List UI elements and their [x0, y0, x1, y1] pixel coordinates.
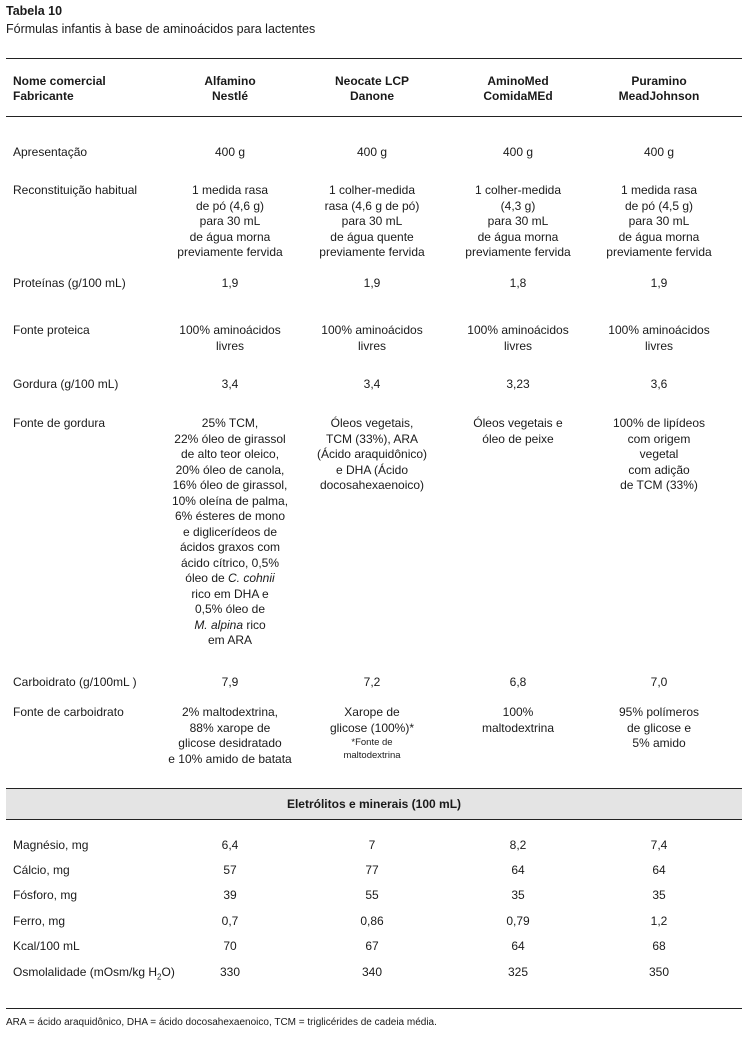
cell: 8,2 [509, 838, 527, 852]
cell-text-italic: C. cohnii [228, 571, 275, 585]
label-text: O) [161, 965, 175, 979]
cell [302, 183, 442, 261]
cell-line: 100% aminoácidos [467, 323, 569, 337]
row-label: Fósforo, mg [13, 888, 78, 902]
cell [589, 416, 729, 494]
cell-line: (4,3 g) [500, 198, 536, 213]
cell-line: glicose desidratado [178, 736, 282, 750]
cell: 1,9 [650, 276, 668, 290]
row-label [13, 965, 175, 981]
header-label-name: Nome comercial [13, 74, 106, 88]
cell-line: e diglicerídeos de [182, 524, 278, 539]
section-title: Eletrólitos e minerais (100 mL) [286, 797, 462, 811]
cell-line: Óleos vegetais e [473, 416, 563, 430]
row-label: Fonte de carboidrato [13, 705, 124, 719]
cell: 68 [652, 939, 666, 953]
cell-line: com origem [627, 431, 691, 446]
cell-line: livres [644, 338, 673, 353]
cell: 70 [223, 939, 237, 953]
cell-line: de água morna [477, 229, 559, 244]
cell: 330 [219, 965, 241, 979]
cell-line: 20% óleo de canola, [175, 462, 285, 477]
cell: 7,4 [650, 838, 668, 852]
header-col-alfamino [170, 74, 290, 104]
top-rule [6, 58, 742, 59]
cell: 325 [507, 965, 529, 979]
header-label-maker: Fabricante [13, 89, 74, 103]
cell-line: e 10% amido de batata [168, 751, 292, 766]
cell: 3,6 [650, 377, 668, 391]
section-band [6, 788, 742, 820]
cell-line: previamente fervida [319, 245, 425, 259]
cell [170, 323, 290, 354]
cell [165, 416, 295, 649]
cell-line: 1 medida rasa [620, 183, 698, 197]
cell-line: para 30 mL [487, 214, 549, 228]
header-col-puramino [589, 74, 729, 104]
header-rule [6, 116, 742, 117]
cell-line: de pó (4,6 g) [195, 198, 265, 213]
cell [170, 183, 290, 261]
header-col-maker: MeadJohnson [618, 89, 700, 103]
cell [448, 705, 588, 736]
cell: 1,2 [650, 914, 668, 928]
cell-line: 22% óleo de girassol [174, 431, 286, 446]
row-label: Gordura (g/100 mL) [13, 377, 119, 391]
cell-line: em ARA [207, 633, 252, 647]
row-label: Fonte proteica [13, 323, 90, 337]
cell: 3,4 [363, 377, 381, 391]
cell: 39 [223, 888, 237, 902]
cell-line: óleo de peixe [482, 431, 554, 446]
cell [302, 416, 442, 494]
cell-line: para 30 mL [341, 214, 403, 228]
cell-line: 100% de lipídeos [612, 416, 706, 430]
cell-line: 10% oleína de palma, [171, 493, 289, 508]
cell-line: 5% amido [632, 736, 686, 750]
cell: 6,4 [221, 838, 239, 852]
cell: 64 [511, 939, 525, 953]
cell: 400 g [214, 145, 246, 159]
cell [302, 323, 442, 354]
cell [302, 705, 442, 762]
cell-line: de pó (4,5 g) [624, 198, 694, 213]
cell [448, 183, 588, 261]
row-label: Cálcio, mg [13, 863, 70, 877]
table-footnote: ARA = ácido araquidônico, DHA = ácido docosahexaenoico, TCM = triglicérides de cadeia média. [6, 1017, 437, 1028]
cell: 400 g [502, 145, 534, 159]
cell-line: rasa (4,6 g de pó) [324, 198, 420, 213]
cell-line: 2% maltodextrina, [181, 705, 279, 719]
table-subtitle: Fórmulas infantis à base de aminoácidos para lactentes [6, 22, 316, 36]
cell: 35 [652, 888, 666, 902]
cell-line: vegetal [639, 447, 679, 461]
cell-line: de água quente [330, 229, 414, 244]
row-label: Fonte de gordura [13, 416, 106, 430]
cell [160, 705, 300, 767]
cell-line: com adição [628, 462, 690, 477]
cell-line: TCM (33%), ARA [325, 431, 418, 446]
cell-line: 100% aminoácidos [321, 323, 423, 337]
cell-text: rico [243, 617, 266, 632]
row-label: Ferro, mg [13, 914, 66, 928]
cell-line: previamente fervida [177, 245, 283, 259]
row-label: Kcal/100 mL [13, 939, 80, 953]
cell [589, 183, 729, 261]
cell-line: ácido cítrico, 0,5% [180, 555, 280, 570]
cell: 0,79 [506, 914, 530, 928]
cell-line: livres [215, 338, 244, 353]
cell: 3,4 [221, 377, 239, 391]
cell: 7,0 [650, 675, 668, 689]
cell-line: 1 colher-medida [474, 183, 562, 197]
cell-line: de água morna [618, 229, 700, 244]
header-col-maker: Nestlé [211, 89, 249, 103]
cell [589, 323, 729, 354]
cell-text: óleo de [185, 571, 228, 585]
row-label: Magnésio, mg [13, 838, 89, 852]
label-text: Osmolalidade (mOsm/kg H [13, 965, 158, 979]
cell-line: previamente fervida [606, 245, 712, 259]
header-col-aminomed [448, 74, 588, 104]
table-title: Tabela 10 [6, 4, 63, 18]
cell: 57 [223, 863, 237, 877]
cell-line: 1 medida rasa [191, 183, 269, 197]
label-subscript: 2 [157, 972, 162, 982]
cell-line: previamente fervida [465, 245, 571, 259]
cell: 1,9 [221, 276, 239, 290]
cell: 0,86 [360, 914, 384, 928]
cell: 64 [652, 863, 666, 877]
cell-line: (Ácido araquidônico) [316, 447, 428, 461]
cell [448, 416, 588, 447]
header-col-name: Puramino [631, 74, 687, 88]
cell-note: *Fonte de [351, 737, 393, 748]
row-label: Proteínas (g/100 mL) [13, 276, 126, 290]
header-col-name: AminoMed [487, 74, 549, 88]
cell: 3,23 [506, 377, 530, 391]
cell-line: 6% ésteres de mono [174, 509, 286, 523]
cell: 400 g [356, 145, 388, 159]
cell: 7 [368, 838, 376, 852]
row-label: Apresentação [13, 145, 88, 159]
cell-line: de alto teor oleico, [180, 447, 280, 461]
cell-line: 100% [502, 705, 534, 719]
header-col-neocate [302, 74, 442, 104]
cell: 400 g [643, 145, 675, 159]
cell-line: Xarope de [344, 705, 400, 719]
cell: 1,8 [509, 276, 527, 290]
cell-line: Óleos vegetais, [330, 416, 414, 430]
cell-line: 0,5% óleo de [194, 602, 266, 616]
cell-line: livres [503, 338, 532, 353]
cell-line: ácidos graxos com [179, 540, 281, 554]
cell: 340 [361, 965, 383, 979]
cell-line: 25% TCM, [201, 416, 259, 430]
header-col-name: Neocate LCP [334, 74, 410, 88]
cell: 77 [365, 863, 379, 877]
row-label: Carboidrato (g/100mL ) [13, 675, 137, 689]
cell: 64 [511, 863, 525, 877]
cell-line: 95% polímeros [618, 705, 700, 719]
bottom-rule [6, 1008, 742, 1009]
cell-line: glicose (100%)* [329, 720, 415, 735]
cell-note: maltodextrina [343, 750, 401, 761]
cell-text-italic: M. alpina [194, 617, 244, 632]
header-col-maker: Danone [349, 89, 394, 103]
cell-line: para 30 mL [628, 214, 690, 228]
cell-line: de glicose e [626, 720, 692, 735]
cell: 67 [365, 939, 379, 953]
cell [589, 705, 729, 752]
cell: 7,9 [221, 675, 239, 689]
cell-line: livres [357, 338, 386, 353]
cell-line [165, 571, 295, 587]
cell-line [165, 618, 295, 634]
cell-line: de água morna [189, 229, 271, 244]
cell: 0,7 [221, 914, 239, 928]
cell-line: 100% aminoácidos [179, 323, 281, 337]
cell-line: rico em DHA e [191, 586, 269, 601]
header-col-name: Alfamino [204, 74, 256, 88]
cell-line: 100% aminoácidos [608, 323, 710, 337]
cell: 7,2 [363, 675, 381, 689]
cell-line: docosahexaenoico) [319, 478, 425, 492]
row-label: Reconstituição habitual [13, 183, 138, 197]
cell-line: e DHA (Ácido [335, 462, 409, 477]
cell-line: 16% óleo de girassol, [172, 478, 288, 492]
header-label [13, 74, 106, 104]
cell-line: 88% xarope de [189, 720, 271, 735]
cell: 35 [511, 888, 525, 902]
cell-line: para 30 mL [199, 214, 261, 228]
cell: 1,9 [363, 276, 381, 290]
cell-line: 1 colher-medida [328, 183, 416, 197]
cell-line: de TCM (33%) [620, 478, 698, 492]
cell: 6,8 [509, 675, 527, 689]
header-col-maker: ComidaMEd [483, 89, 553, 103]
cell: 55 [365, 888, 379, 902]
cell [448, 323, 588, 354]
cell: 350 [648, 965, 670, 979]
cell-line: maltodextrina [481, 720, 555, 735]
